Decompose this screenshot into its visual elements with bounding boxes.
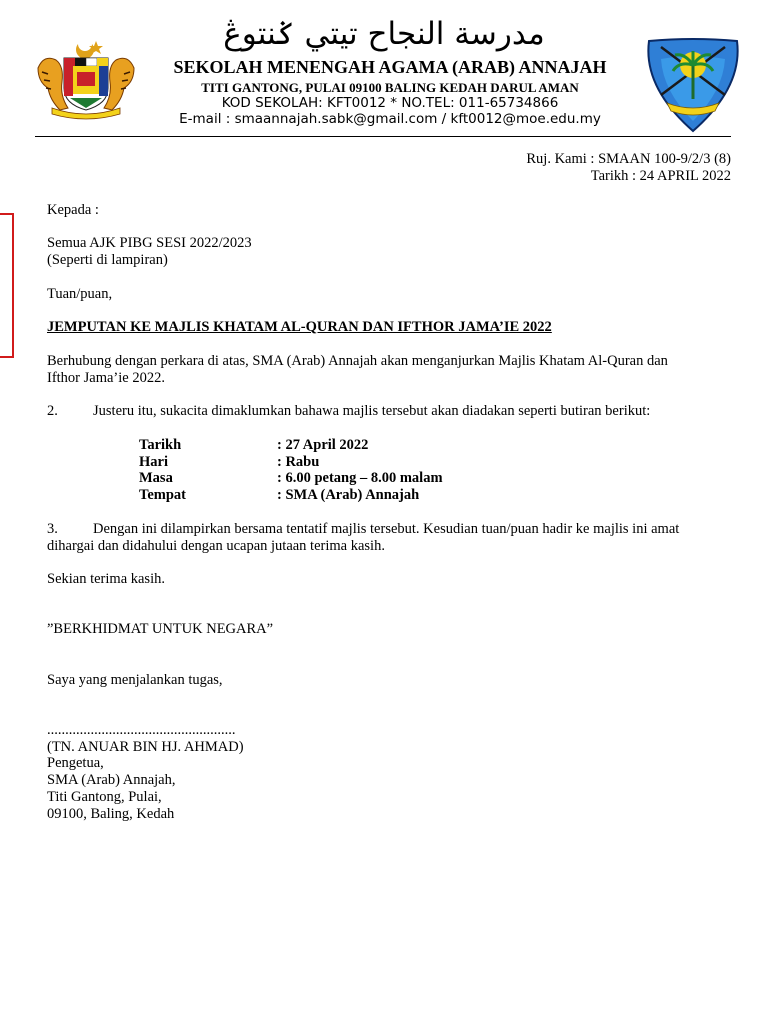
paragraph-1-line: Berhubung dengan perkara di atas, SMA (Arab) Annajah akan menganjurkan Majlis Khatam Al-Quran dan	[47, 353, 668, 369]
letter-date: Tarikh : 24 APRIL 2022	[590, 168, 731, 184]
paragraph-2	[47, 403, 732, 420]
detail-label-day: Hari	[139, 454, 168, 470]
salutation: Tuan/puan,	[47, 286, 113, 302]
detail-value-date: : 27 April 2022	[277, 437, 369, 453]
paragraph-3	[47, 521, 732, 555]
header-divider	[35, 136, 731, 137]
school-address: TITI GANTONG, PULAI 09100 BALING KEDAH DARUL AMAN	[201, 80, 579, 95]
detail-label-venue: Tempat	[139, 487, 186, 503]
detail-value-time: : 6.00 petang – 8.00 malam	[277, 470, 443, 486]
signatory-school: SMA (Arab) Annajah,	[47, 772, 176, 788]
coat-of-arms-logo	[34, 38, 138, 120]
detail-label-time: Masa	[139, 470, 173, 486]
signatory-name: (TN. ANUAR BIN HJ. AHMAD)	[47, 739, 244, 755]
detail-label-date: Tarikh	[139, 437, 182, 453]
signature-line: ....................................................	[47, 722, 236, 738]
school-contact-line: KOD SEKOLAH: KFT0012 * NO.TEL: 011-65734866	[221, 95, 559, 111]
school-crest-logo	[645, 35, 741, 135]
reference-number: Ruj. Kami : SMAAN 100-9/2/3 (8)	[526, 151, 731, 167]
paragraph-number: 2.	[47, 403, 58, 419]
signatory-title: Pengetua,	[47, 755, 104, 771]
margin-marker	[0, 213, 14, 358]
detail-value-venue: : SMA (Arab) Annajah	[277, 487, 420, 503]
paragraph-number: 3.	[47, 521, 58, 537]
recipient-note: (Seperti di lampiran)	[47, 252, 168, 268]
paragraph-1	[47, 353, 732, 387]
detail-value-day: : Rabu	[277, 454, 320, 470]
school-name: SEKOLAH MENENGAH AGAMA (ARAB) ANNAJAH	[173, 57, 607, 77]
paragraph-3-line: Dengan ini dilampirkan bersama tentatif majlis tersebut. Kesudian tuan/puan hadir ke majlis ini amat	[93, 521, 680, 537]
signatory-address: 09100, Baling, Kedah	[47, 806, 175, 822]
signatory-address: Titi Gantong, Pulai,	[47, 789, 162, 805]
letter-subject: JEMPUTAN KE MAJLIS KHATAM AL-QURAN DAN IFTHOR JAMA’IE 2022	[47, 319, 552, 335]
paragraph-1-line: Ifthor Jama’ie 2022.	[47, 370, 165, 386]
school-email-line: E-mail : smaannajah.sabk@gmail.com / kft0012@moe.edu.my	[179, 111, 601, 127]
recipient-line: Semua AJK PIBG SESI 2022/2023	[47, 235, 252, 251]
recipient-heading: Kepada :	[47, 202, 99, 218]
paragraph-3-line: dihargai dan didahului dengan ucapan jutaan terima kasih.	[47, 538, 385, 554]
duty-line: Saya yang menjalankan tugas,	[47, 672, 223, 688]
school-name-arabic: مدرسة النجاح تيتي ݢنتوڠ	[223, 16, 545, 52]
closing: Sekian terima kasih.	[47, 571, 165, 587]
motto: ”BERKHIDMAT UNTUK NEGARA”	[47, 621, 274, 637]
paragraph-2-text: Justeru itu, sukacita dimaklumkan bahawa majlis tersebut akan diadakan seperti butiran berikut:	[93, 403, 651, 419]
